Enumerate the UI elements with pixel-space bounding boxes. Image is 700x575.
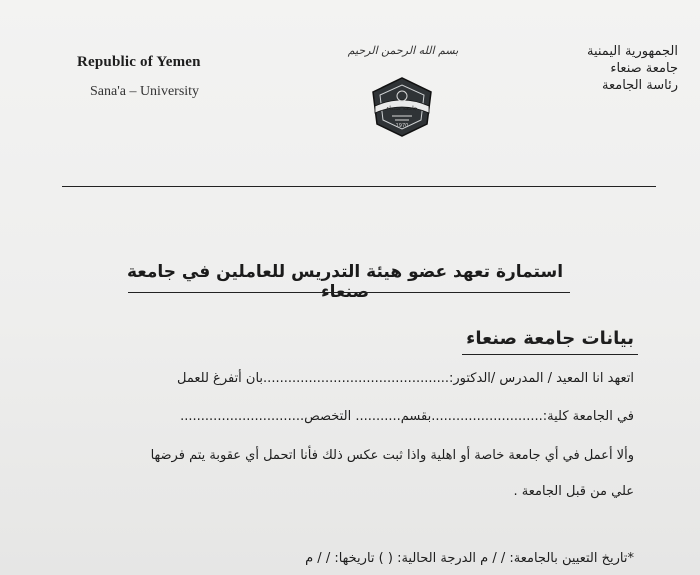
- appointment-date-line: *تاريخ التعيين بالجامعة: / / م الدرجة الحالية: ( ) تاريخها: / / م: [305, 551, 634, 566]
- header-university-en: Sana'a – University: [90, 84, 200, 99]
- header-divider: [62, 186, 656, 187]
- header-presidency-ar: رئاسة الجامعة: [602, 78, 678, 93]
- pledge-line-authority: علي من قبل الجامعة .: [513, 484, 634, 499]
- emblem-year: 1970: [395, 123, 409, 129]
- pledge-line-faculty: في الجامعة كلية:...........................بقسم........... التخصص..............................: [180, 409, 634, 424]
- bismillah-text: بسم الله الرحمن الرحيم: [347, 44, 459, 57]
- section-heading: بيانات جامعة صنعاء: [466, 328, 634, 349]
- header-university-ar: جامعة صنعاء: [610, 61, 678, 76]
- emblem-label: جامعة صنعاء: [386, 105, 418, 112]
- pledge-line-name: اتعهد انا المعيد / المدرس /الدكتور:.............................................بان أتفرغ للعمل: [177, 371, 634, 386]
- header-republic-en: Republic of Yemen: [77, 54, 201, 70]
- pledge-line-undertaking: وألا أعمل في أي جامعة خاصة أو اهلية واذا ثبت عكس ذلك فأنا اتحمل أي عقوبة يتم فرضها: [150, 448, 634, 463]
- form-title: استمارة تعهد عضو هيئة التدريس للعاملين في جامعة صنعاء: [126, 262, 564, 302]
- header-arabic-block: [587, 43, 678, 94]
- header-republic-ar: الجمهورية اليمنية: [586, 44, 678, 59]
- section-heading-underline: [462, 354, 638, 355]
- university-emblem-icon: [367, 72, 437, 140]
- form-title-underline: [128, 292, 570, 293]
